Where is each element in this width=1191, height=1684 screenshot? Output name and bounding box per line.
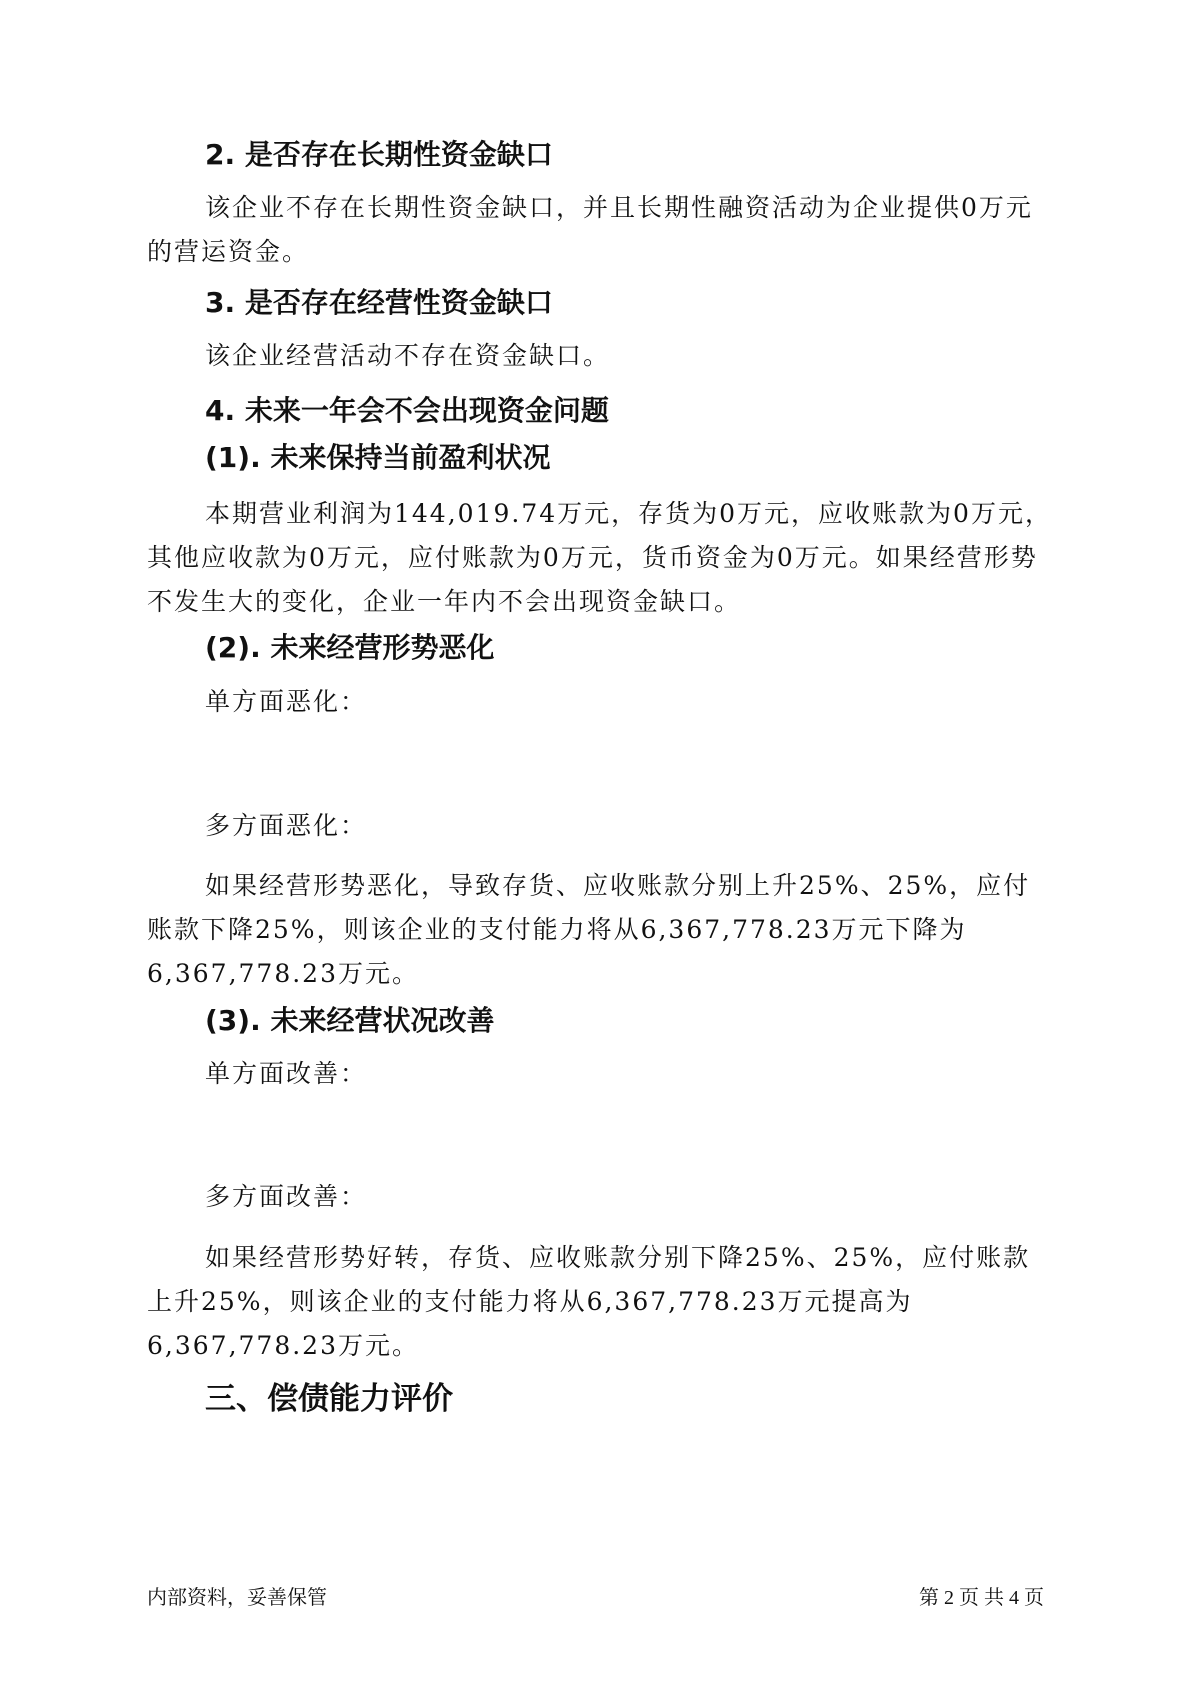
paragraph-single-improve: 单方面改善：: [205, 1059, 368, 1088]
footer-confidential-note: 内部资料，妥善保管: [147, 1587, 327, 1609]
paragraph-deteriorate-result: 如果经营形势恶化，导致存货、应收账款分别上升25%、25%，应付账款下降25%，则该企业的支付能力将从6,367,778.23万元下降为6,367,778.23万元。: [147, 871, 1031, 988]
paragraph-single-deteriorate: 单方面恶化：: [205, 687, 368, 716]
heading-improve: (3). 未来经营状况改善: [205, 1004, 495, 1037]
heading-long-term-gap: 2. 是否存在长期性资金缺口: [205, 138, 553, 171]
paragraph-keep-current: 本期营业利润为144,019.74万元，存货为0万元，应收账款为0万元，其他应收款为0万元，应付账款为0万元，货币资金为0万元。如果经营形势不发生大的变化，企业一年内不会出现资金缺口。: [147, 499, 1052, 616]
paragraph-operating-gap: 该企业经营活动不存在资金缺口。: [205, 341, 611, 370]
heading-deteriorate: (2). 未来经营形势恶化: [205, 631, 495, 664]
heading-section-three: 三、偿债能力评价: [205, 1381, 453, 1417]
heading-keep-current: (1). 未来保持当前盈利状况: [205, 441, 551, 474]
paragraph-long-term-gap: 该企业不存在长期性资金缺口，并且长期性融资活动为企业提供0万元的营运资金。: [147, 193, 1033, 266]
paragraph-multi-deteriorate: 多方面恶化：: [205, 811, 368, 840]
footer-page-number: 第 2 页 共 4 页: [919, 1587, 1044, 1609]
paragraph-multi-improve: 多方面改善：: [205, 1182, 368, 1211]
heading-operating-gap: 3. 是否存在经营性资金缺口: [205, 286, 553, 319]
heading-future-year: 4. 未来一年会不会出现资金问题: [205, 394, 609, 427]
paragraph-improve-result: 如果经营形势好转，存货、应收账款分别下降25%、25%，应付账款上升25%，则该企业的支付能力将从6,367,778.23万元提高为6,367,778.23万元。: [147, 1243, 1031, 1360]
